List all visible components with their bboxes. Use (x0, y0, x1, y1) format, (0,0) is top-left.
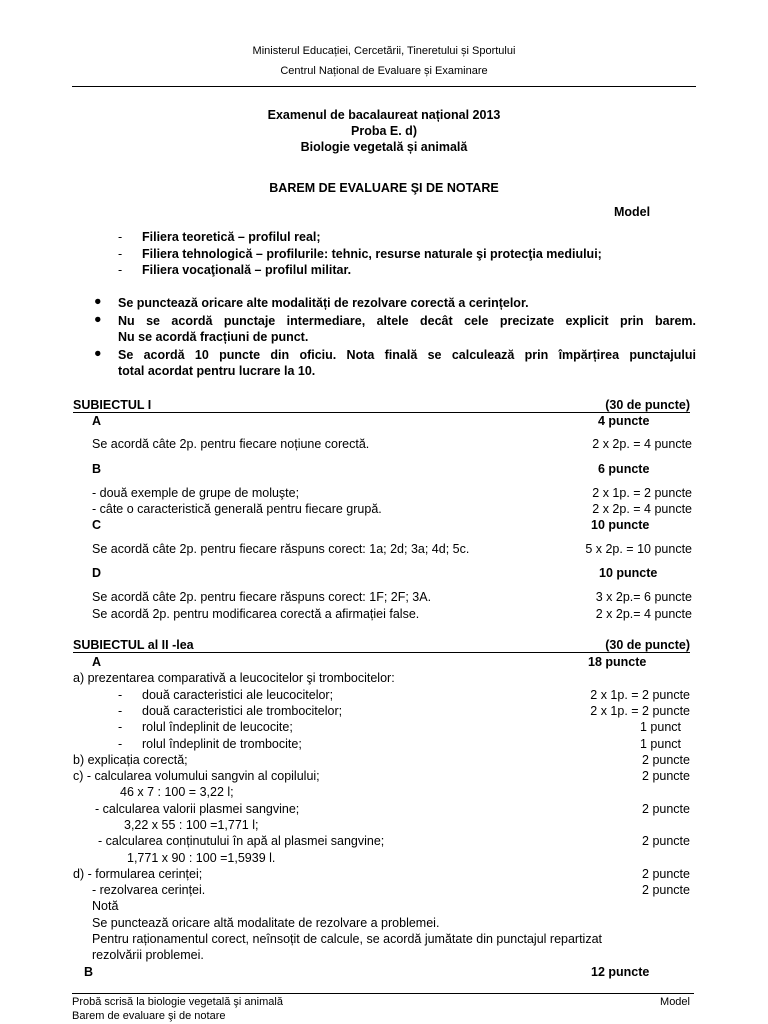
subiect-2-rule (73, 652, 690, 653)
item-text: a) prezentarea comparativă a leucocitelor şi trombocitelor: (73, 671, 395, 685)
bullet: ● (94, 312, 102, 326)
item-text: - rezolvarea cerinței. (92, 883, 206, 897)
item-text: două caracteristici ale trombocitelor; (142, 704, 343, 718)
section-points: 6 puncte (598, 462, 650, 476)
item-score: 5 x 2p. = 10 puncte (585, 542, 692, 556)
subject-title: Biologie vegetală și animală (300, 140, 468, 154)
item-text: Se acordă câte 2p. pentru fiecare noțiune corectă. (92, 437, 370, 451)
dash: - (118, 247, 123, 261)
filiera-item: Filiera teoretică – profilul real; (142, 230, 321, 244)
header-rule (72, 86, 696, 87)
item-score: 2 puncte (642, 802, 690, 816)
calc-text: 1,771 x 90 : 100 =1,5939 l. (127, 851, 276, 865)
calc-text: 3,22 x 55 : 100 =1,771 l; (124, 818, 259, 832)
rule-text: Se acordă 10 puncte din oficiu. Nota finală se calculează prin împărțirea punctajului (118, 348, 696, 362)
item-score: 2 puncte (642, 834, 690, 848)
item-text: rolul îndeplinit de leucocite; (142, 720, 293, 734)
item-text: b) explicația corectă; (73, 753, 188, 767)
item-text: - două exemple de grupe de moluşte; (92, 486, 300, 500)
item-text: Se acordă câte 2p. pentru fiecare răspuns corect: 1a; 2d; 3a; 4d; 5c. (92, 542, 470, 556)
item-score: 1 punct (639, 737, 681, 751)
dash: - (118, 737, 123, 751)
subiect-2-title: SUBIECTUL al II -lea (73, 638, 194, 652)
rule-text: Nu se acordă punctaje intermediare, altele decât cele precizate explicit prin barem. (118, 314, 696, 328)
section-points: 12 puncte (591, 965, 650, 979)
item-score: 2 puncte (642, 883, 690, 897)
item-score: 2 x 2p. = 4 puncte (592, 502, 692, 516)
section-label: D (92, 566, 102, 580)
item-score: 2 x 1p. = 2 puncte (590, 688, 690, 702)
filiera-item: Filiera vocaţională – profilul militar. (142, 263, 352, 277)
bullet: ● (94, 346, 102, 360)
subiect-1-title: SUBIECTUL I (73, 398, 152, 412)
item-text: c) - calcularea volumului sangvin al copilului; (73, 769, 320, 783)
section-label: C (92, 518, 102, 532)
subiect-1-points: (30 de puncte) (605, 398, 690, 412)
item-score: 2 puncte (642, 753, 690, 767)
item-text: rolul îndeplinit de trombocite; (142, 737, 302, 751)
barem-title: BAREM DE EVALUARE ŞI DE NOTARE (269, 181, 499, 195)
footer-left-2: Barem de evaluare şi de notare (72, 1010, 226, 1022)
footer-rule (72, 993, 694, 994)
dash: - (118, 720, 123, 734)
dash: - (118, 688, 123, 702)
footer-model: Model (660, 996, 690, 1008)
exam-title: Examenul de bacalaureat național 2013 (267, 108, 501, 122)
rule-text: total acordat pentru lucrare la 10. (118, 364, 316, 378)
dash: - (118, 263, 123, 277)
subiect-2-points: (30 de puncte) (605, 638, 690, 652)
section-points: 10 puncte (599, 566, 658, 580)
note-text: rezolvării problemei. (92, 948, 204, 962)
item-text: - calcularea valorii plasmei sangvine; (95, 802, 300, 816)
proba-title: Proba E. d) (351, 124, 417, 138)
item-score: 2 puncte (642, 867, 690, 881)
section-points: 18 puncte (588, 655, 647, 669)
section-label: A (92, 414, 102, 428)
item-text: - câte o caracteristică generală pentru fiecare grupă. (92, 502, 382, 516)
calc-text: 46 x 7 : 100 = 3,22 l; (120, 785, 234, 799)
ministry-header: Ministerul Educației, Cercetării, Tineretului și Sportului (252, 45, 516, 57)
filiera-item: Filiera tehnologică – profilurile: tehnic, resurse naturale şi protecţia mediului; (142, 247, 602, 261)
note-text: Pentru raționamentul corect, neînsoțit de calcule, se acordă jumătate din punctajul repartizat (92, 932, 603, 946)
section-points: 10 puncte (591, 518, 650, 532)
section-label: B (84, 965, 94, 979)
item-text: d) - formularea cerinței; (73, 867, 203, 881)
rule-text: Nu se acordă fracțiuni de punct. (118, 330, 309, 344)
section-label: B (92, 462, 102, 476)
center-header: Centrul Național de Evaluare și Examinare (280, 65, 488, 77)
section-label: A (92, 655, 102, 669)
item-score: 2 puncte (642, 769, 690, 783)
section-points: 4 puncte (598, 414, 650, 428)
bullet: ● (94, 294, 102, 308)
dash: - (118, 704, 123, 718)
subiect-1-rule (73, 412, 690, 413)
item-score: 2 x 1p. = 2 puncte (592, 486, 692, 500)
dash: - (118, 230, 123, 244)
footer-left-1: Probă scrisă la biologie vegetală şi animală (72, 996, 283, 1008)
item-text: - calcularea conținutului în apă al plasmei sangvine; (98, 834, 385, 848)
item-score: 3 x 2p.= 6 puncte (595, 590, 692, 604)
item-text: Se acordă 2p. pentru modificarea corectă a afirmației false. (92, 607, 420, 621)
item-score: 1 punct (639, 720, 681, 734)
model-label: Model (614, 205, 651, 219)
item-text: Se acordă câte 2p. pentru fiecare răspuns corect: 1F; 2F; 3A. (92, 590, 432, 604)
item-score: 2 x 2p. = 4 puncte (592, 437, 692, 451)
note-title: Notă (92, 899, 119, 913)
item-text: două caracteristici ale leucocitelor; (142, 688, 334, 702)
rule-text: Se punctează oricare alte modalități de rezolvare corectă a cerințelor. (118, 296, 529, 310)
item-score: 2 x 1p. = 2 puncte (590, 704, 690, 718)
item-score: 2 x 2p.= 4 puncte (595, 607, 692, 621)
note-text: Se punctează oricare altă modalitate de rezolvare a problemei. (92, 916, 440, 930)
